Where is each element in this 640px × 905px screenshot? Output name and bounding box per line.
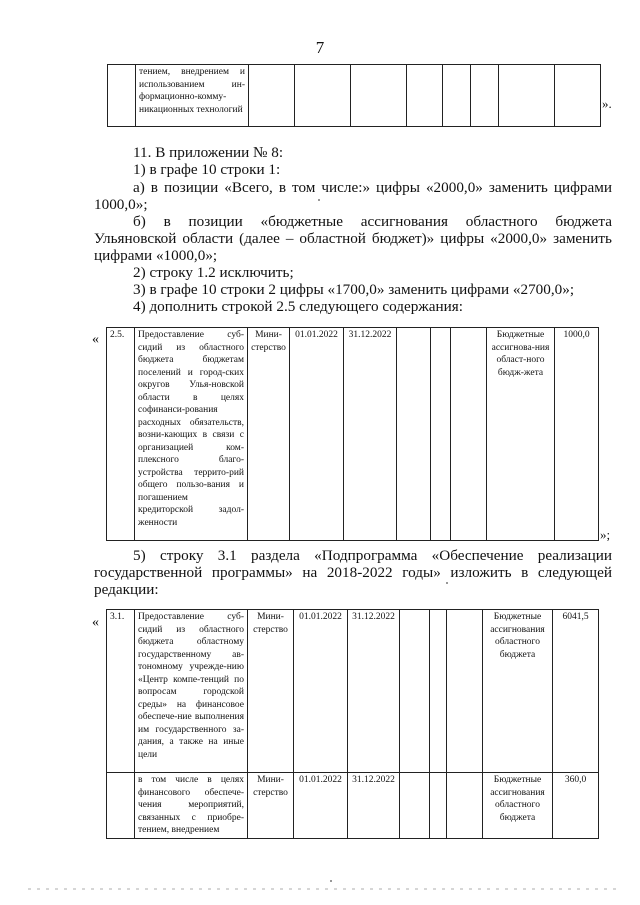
end-mark: ». — [602, 96, 612, 111]
paragraph: 3) в графе 10 строки 2 цифры «1700,0» заменить цифрами «2700,0»; — [133, 281, 575, 298]
paragraph: б) в позиции «бюджетные ассигнования областного бюджета — [133, 213, 612, 230]
paragraph: государственной программы» на 2018-2022 годы» изложить в следующей — [94, 564, 612, 581]
table-cell — [430, 773, 447, 839]
row-description: Предоставление суб-сидий из областного бюджета бюджетам поселений и город-ских округов Улья-новской области в целях софинанси-рования расходных обязательств, возни-кающих в связи с организацией ком-плексного благо-устройства террито-рий общего пользо-вания и погашением кредиторской задол-женности — [135, 328, 248, 541]
table-cell — [443, 65, 471, 127]
row-start-date: 01.01.2022 — [294, 773, 348, 839]
row-amount: 6041,5 — [553, 610, 599, 773]
row-description: в том числе в целях финансового обеспече-чения мероприятий, связанных с приобре-тением, внедрением — [135, 773, 248, 839]
paragraph: а) в позиции «Всего, в том числе:» цифры «2000,0» заменить цифрами — [133, 179, 612, 196]
paragraph: 11. В приложении № 8: — [133, 144, 284, 161]
table-cell — [400, 773, 430, 839]
paragraph: 5) строку 3.1 раздела «Подпрограмма «Обеспечение реализации — [133, 547, 612, 564]
paragraph: цифрами «1000,0»; — [94, 247, 218, 264]
table-row — [107, 773, 599, 839]
table-cell — [471, 65, 499, 127]
row-end-date: 31.12.2022 — [348, 610, 400, 773]
paragraph: 2) строку 1.2 исключить; — [133, 264, 294, 281]
table-row — [107, 610, 599, 773]
table-cell — [400, 610, 430, 773]
table-cell — [249, 65, 295, 127]
scan-speck — [318, 199, 320, 201]
row-executor: Мини-стерство — [248, 328, 290, 541]
row-source: Бюджетные ассигнования областного бюджета — [483, 773, 553, 839]
row-start-date: 01.01.2022 — [294, 610, 348, 773]
row-description: Предоставление суб-сидий из областного бюджета областному государственному ав-тономному учрежде-нию «Центр компе-тенций по вопросам городской среды» на финансовое обеспече-ние выполнения им государственного за-дания, а также на иные цели — [135, 610, 248, 773]
table-cell — [108, 65, 136, 127]
page-number: 7 — [315, 38, 325, 57]
row-source: Бюджетные ассигнова-ния област-ного бюдж-жета — [487, 328, 555, 541]
paragraph: 1) в графе 10 строки 1: — [133, 161, 281, 178]
end-mark: »; — [600, 527, 611, 542]
row-executor: Мини-стерство — [248, 610, 294, 773]
row-end-date: 31.12.2022 — [344, 328, 397, 541]
row-source: Бюджетные ассигнования областного бюджета — [483, 610, 553, 773]
paragraph: редакции: — [94, 581, 159, 598]
table-cell — [295, 65, 351, 127]
row-number: 2.5. — [107, 328, 135, 541]
table-cell — [447, 773, 483, 839]
table-row-2-5 — [106, 327, 599, 541]
scan-speck — [446, 582, 448, 584]
table-cell — [351, 65, 407, 127]
table-cell — [397, 328, 431, 541]
top-table — [107, 64, 601, 127]
row-start-date: 01.01.2022 — [290, 328, 344, 541]
row-number: 3.1. — [107, 610, 135, 773]
row-end-date: 31.12.2022 — [348, 773, 400, 839]
open-quote: « — [92, 615, 99, 630]
table-cell — [451, 328, 487, 541]
paragraph: 4) дополнить строкой 2.5 следующего содержания: — [133, 298, 464, 315]
table-cell — [499, 65, 555, 127]
row-executor: Мини-стерство — [248, 773, 294, 839]
table-cell — [407, 65, 443, 127]
row-amount: 360,0 — [553, 773, 599, 839]
table-cell — [430, 610, 447, 773]
table-cell — [555, 65, 601, 127]
row-amount: 1000,0 — [555, 328, 599, 541]
table-row-3-1 — [106, 609, 599, 839]
paragraph: 1000,0»; — [94, 196, 148, 213]
row-number — [107, 773, 135, 839]
paragraph: Ульяновской области (далее – областной бюджет)» цифры «2000,0» заменить — [94, 230, 612, 247]
open-quote: « — [92, 332, 99, 347]
table-cell — [447, 610, 483, 773]
scan-edge-noise — [28, 888, 618, 890]
table-cell: тением, внедрением и использованием ин-формационно-комму-никационных технологий — [136, 65, 249, 127]
table-cell — [431, 328, 451, 541]
scan-speck — [330, 880, 332, 882]
